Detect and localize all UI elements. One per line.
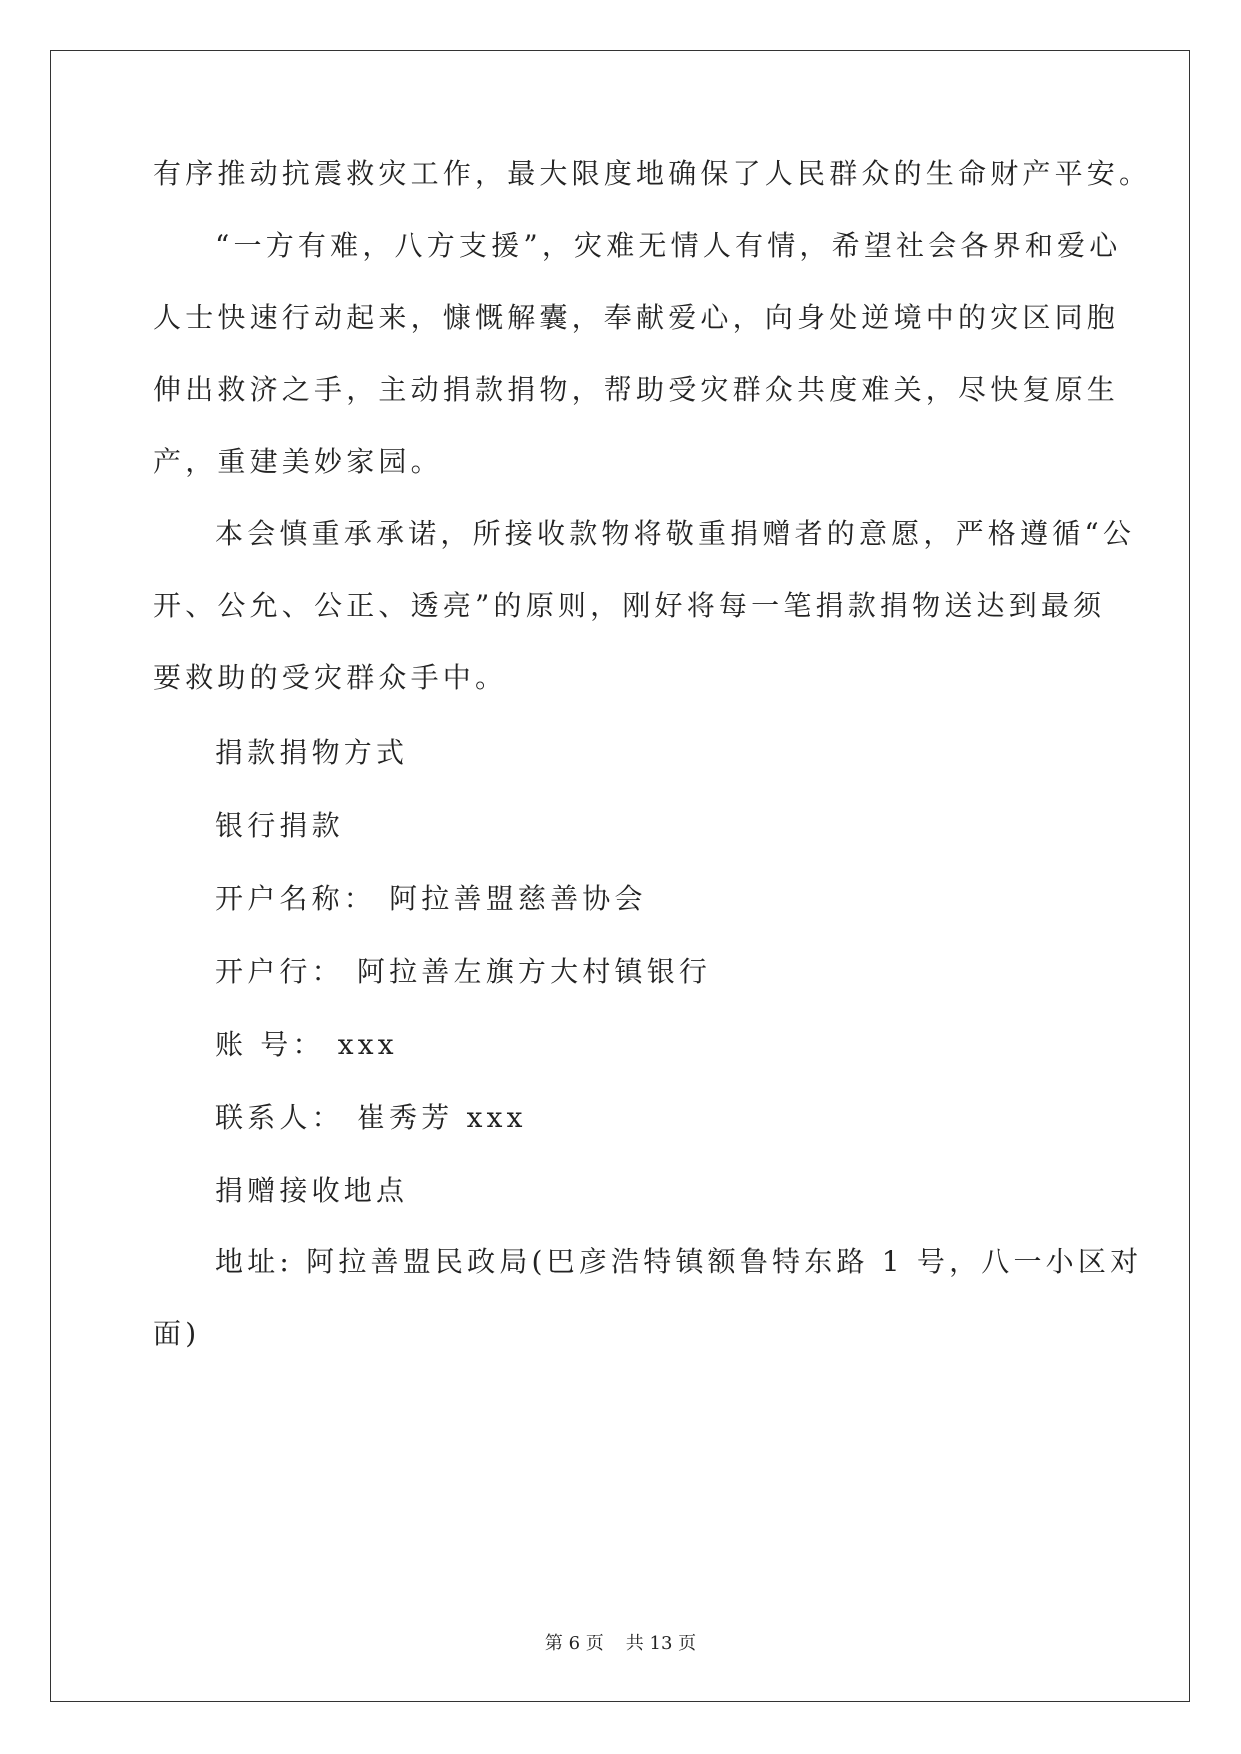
paragraph-line: 产，重建美妙家园。 — [153, 445, 443, 478]
paragraph-line: 开、公允、公正、透亮”的原则，刚好将每一笔捐款捐物送达到最须 — [153, 589, 1106, 622]
paragraph-line: 有序推动抗震救灾工作，最大限度地确保了人民群众的生命财产平安。 — [153, 157, 1152, 190]
page-total: 共 13 页 — [625, 1633, 697, 1654]
page-number: 第 6 页 — [544, 1633, 604, 1654]
paragraph-line: “一方有难，八方支援”，灾难无情人有情，希望社会各界和爱心 — [215, 229, 1122, 262]
paragraph-line: 要救助的受灾群众手中。 — [153, 661, 508, 694]
account-name-line: 开户名称： 阿拉善盟慈善协会 — [215, 882, 647, 915]
paragraph-line: 本会慎重承承诺，所接收款物将敬重捐赠者的意愿，严格遵循“公 — [215, 517, 1136, 550]
account-number-line: 账 号： xxx — [215, 1028, 398, 1061]
paragraph-line: 人士快速行动起来，慷慨解囊，奉献爱心，向身处逆境中的灾区同胞 — [153, 301, 1120, 334]
paragraph-line: 伸出救济之手，主动捐款捐物，帮助受灾群众共度难关，尽快复原生 — [153, 373, 1120, 406]
contact-line: 联系人： 崔秀芳 xxx — [215, 1101, 527, 1134]
bank-line: 开户行： 阿拉善左旗方大村镇银行 — [215, 955, 712, 988]
section-heading: 捐款捐物方式 — [215, 736, 409, 769]
subsection-heading: 银行捐款 — [215, 809, 344, 842]
section-heading: 捐赠接收地点 — [215, 1174, 409, 1207]
page-footer — [0, 1632, 1241, 1656]
address-line-continued: 面) — [153, 1317, 201, 1350]
address-line: 地址: 阿拉善盟民政局(巴彦浩特镇额鲁特东路 1 号，八一小区对 — [215, 1245, 1143, 1278]
